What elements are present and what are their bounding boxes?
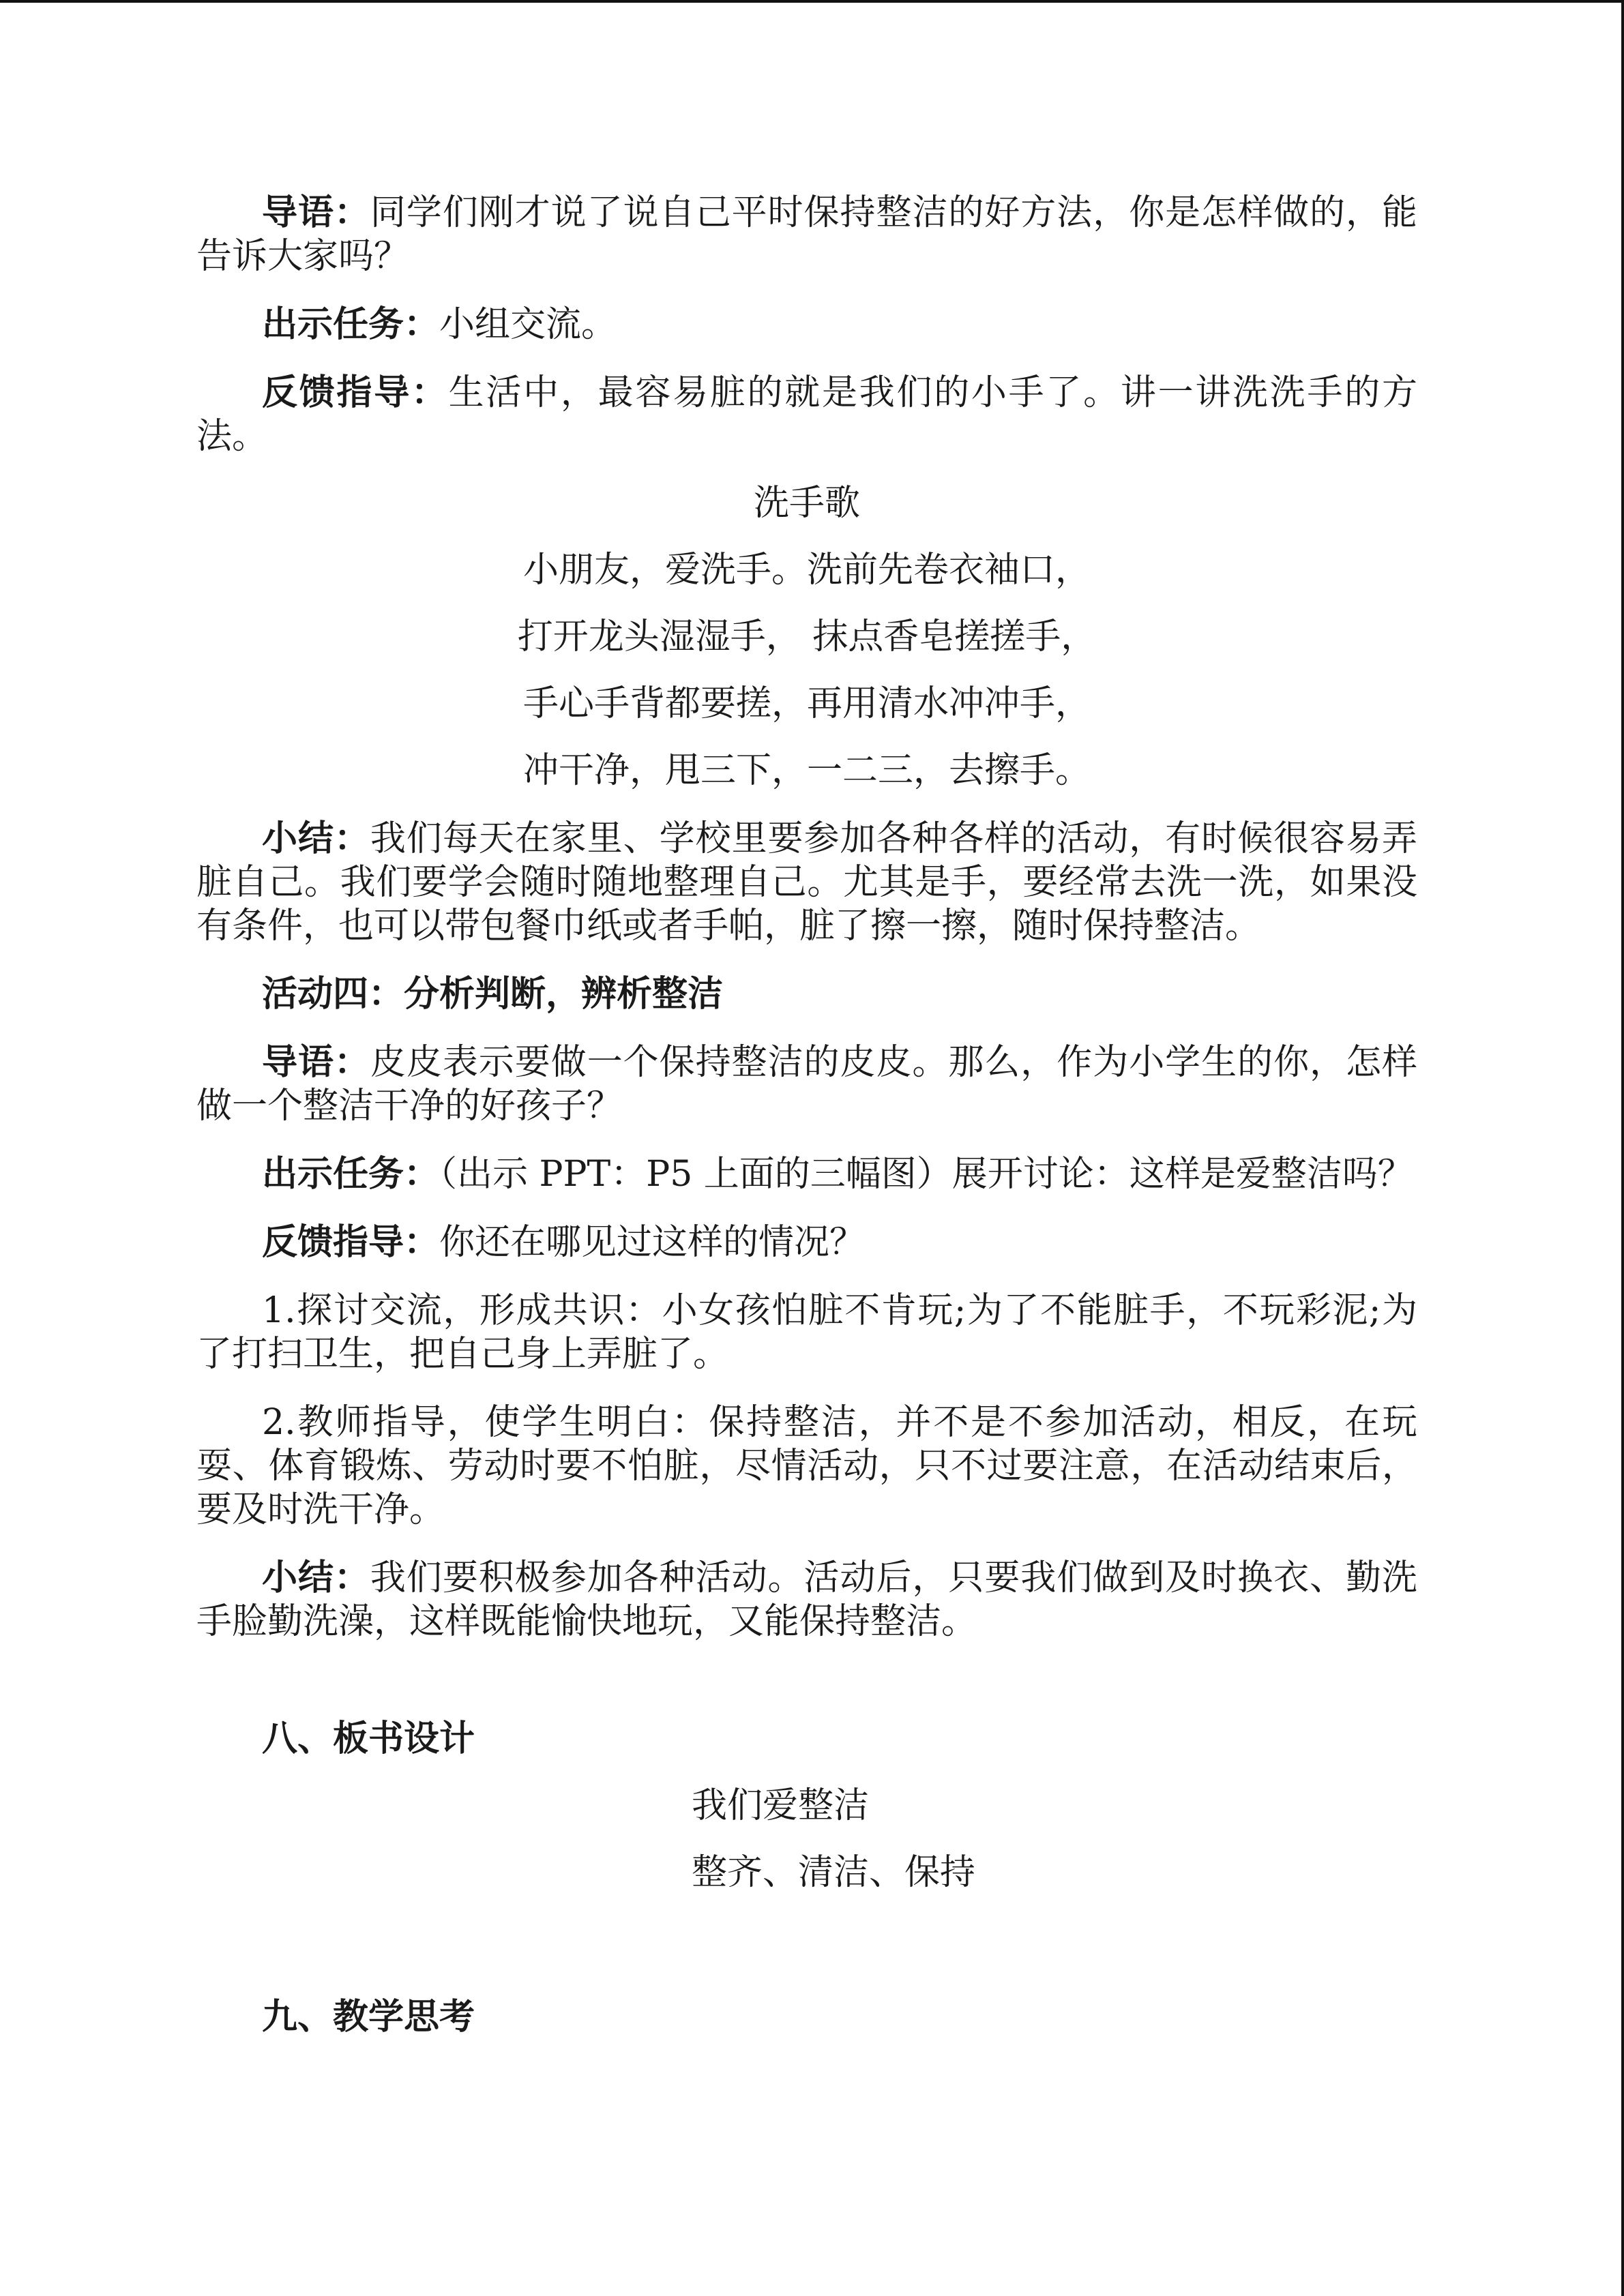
- summary-paragraph-2: [196, 1556, 1417, 1643]
- board-keywords: 整齐、清洁、保持: [692, 1852, 976, 1893]
- song-line: 冲干净，甩三下，一二三，去擦手。: [522, 750, 1091, 791]
- intro-text: 皮皮表示要做一个保持整洁的皮皮。那么，作为小学生的你，怎样做一个整洁干净的好孩子？: [196, 1042, 1417, 1127]
- board-title: 我们爱整洁: [692, 1785, 870, 1826]
- discussion-point-2: 2.教师指导，使学生明白：保持整洁，并不是不参加活动，相反，在玩耍、体育锻炼、劳动时要不怕脏，尽情活动，只不过要注意，在活动结束后，要及时洗干净。: [196, 1402, 1417, 1530]
- feedback-text: 生活中，最容易脏的就是我们的小手了。讲一讲洗洗手的方法。: [196, 372, 1417, 457]
- song-line: 手心手背都要搓，再用清水冲冲手，: [522, 683, 1091, 724]
- feedback-text: 你还在哪见过这样的情况？: [439, 1222, 866, 1263]
- task-paragraph-1: [196, 303, 1417, 346]
- section-eight-heading: 八、板书设计: [262, 1718, 475, 1759]
- task-paragraph-2: [196, 1152, 1417, 1196]
- song-line: 小朋友，爱洗手。洗前先卷衣袖口，: [522, 550, 1091, 591]
- song-title: 洗手歌: [753, 483, 860, 524]
- summary-text: 我们每天在家里、学校里要参加各种各样的活动，有时候很容易弄脏自己。我们要学会随时随地整理自己。尤其是手，要经常去洗一洗，如果没有条件，也可以带包餐巾纸或者手帕，脏了擦一擦，随时保持整洁。: [196, 818, 1417, 946]
- intro-text: 同学们刚才说了说自己平时保持整洁的好方法，你是怎样做的，能告诉大家吗？: [196, 192, 1417, 277]
- feedback-label: 反馈指导：: [262, 372, 449, 413]
- intro-label: 导语：: [262, 192, 370, 233]
- activity-four-title: 活动四：分析判断，辨析整洁: [262, 973, 724, 1015]
- feedback-label: 反馈指导：: [262, 1221, 440, 1263]
- feedback-paragraph-2: [196, 1221, 1417, 1264]
- summary-label: 小结：: [262, 1557, 370, 1598]
- summary-text: 我们要积极参加各种活动。活动后，只要我们做到及时换衣、勤洗手脸勤洗澡，这样既能愉快地玩，又能保持整洁。: [196, 1557, 1417, 1642]
- task-label: 出示任务：: [262, 1153, 440, 1195]
- intro-paragraph-2: [196, 1041, 1417, 1128]
- section-nine-heading: 九、教学思考: [262, 1996, 475, 2038]
- task-text: （出示 PPT：P5 上面的三幅图）展开讨论：这样是爱整洁吗？: [439, 1154, 1413, 1195]
- discussion-point-1: 1.探讨交流，形成共识：小女孩怕脏不肯玩;为了不能脏手，不玩彩泥;为了打扫卫生，把自己身上弄脏了。: [196, 1290, 1417, 1375]
- task-text: 小组交流。: [439, 304, 617, 345]
- summary-paragraph-1: [196, 817, 1417, 948]
- feedback-paragraph-1: [196, 371, 1417, 458]
- intro-label: 导语：: [262, 1041, 370, 1083]
- task-label: 出示任务：: [262, 303, 440, 345]
- song-line: 打开龙头湿湿手， 抹点香皂搓搓手，: [517, 616, 1097, 657]
- document-body: [196, 191, 1417, 2039]
- summary-label: 小结：: [262, 818, 370, 859]
- intro-paragraph-1: [196, 191, 1417, 278]
